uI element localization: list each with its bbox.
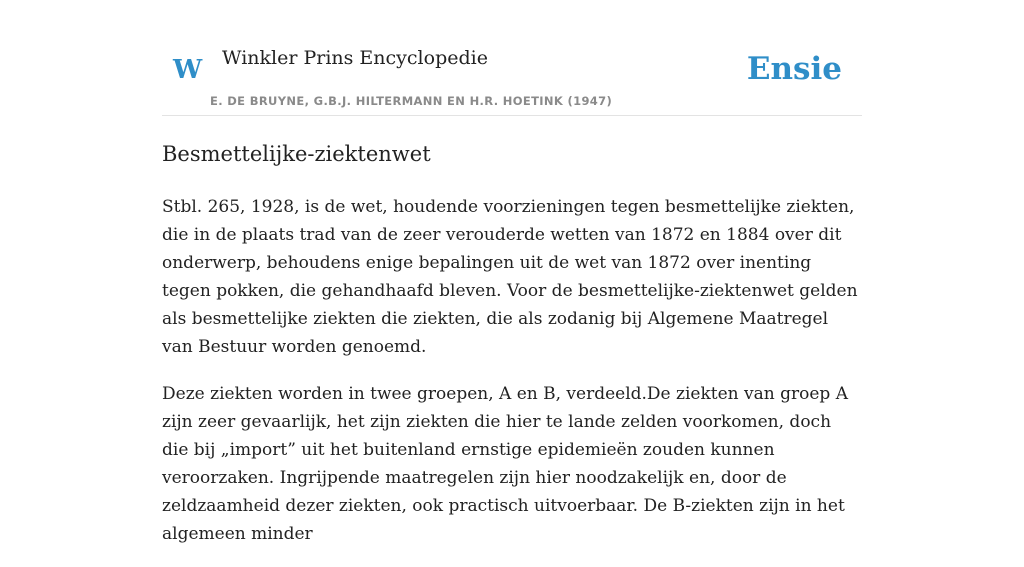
publication-title[interactable]: Winkler Prins Encyclopedie	[222, 47, 488, 69]
publication-logo-icon[interactable]: W	[173, 55, 203, 85]
article-body	[162, 138, 862, 567]
ensie-logo[interactable]: Ensie	[746, 51, 842, 87]
publication-authors: E. DE BRUYNE, G.B.J. HILTERMANN EN H.R. HOETINK (1947)	[210, 94, 613, 108]
article-paragraph: Deze ziekten worden in twee groepen, A en B, verdeeld.De ziekten van groep A zijn zeer gevaarlijk, het zijn ziekten die hier te lande zelden voorkomen, doch die bij „import” uit het buitenland ernstige epidemieën zouden kunnen veroorzaken. Ingrijpende maatregelen zijn hier noodzakelijk en, door de zeldzaamheid dezer ziekten, ook practisch uitvoerbaar. De B-ziekten zijn in het algemeen minder	[162, 384, 848, 544]
article-paragraph: Stbl. 265, 1928, is de wet, houdende voorzieningen tegen besmettelijke ziekten, die in de plaats trad van de zeer verouderde wetten van 1872 en 1884 over dit onderwerp, behoudens enige bepalingen uit de wet van 1872 over inenting tegen pokken, die gehandhaafd bleven. Voor de besmettelijke-ziektenwet gelden als besmettelijke ziekten die ziekten, die als zodanig bij Algemene Maatregel van Bestuur worden genoemd.	[162, 197, 858, 357]
site-header	[162, 0, 862, 116]
page-title: Besmettelijke-ziektenwet	[162, 142, 431, 166]
